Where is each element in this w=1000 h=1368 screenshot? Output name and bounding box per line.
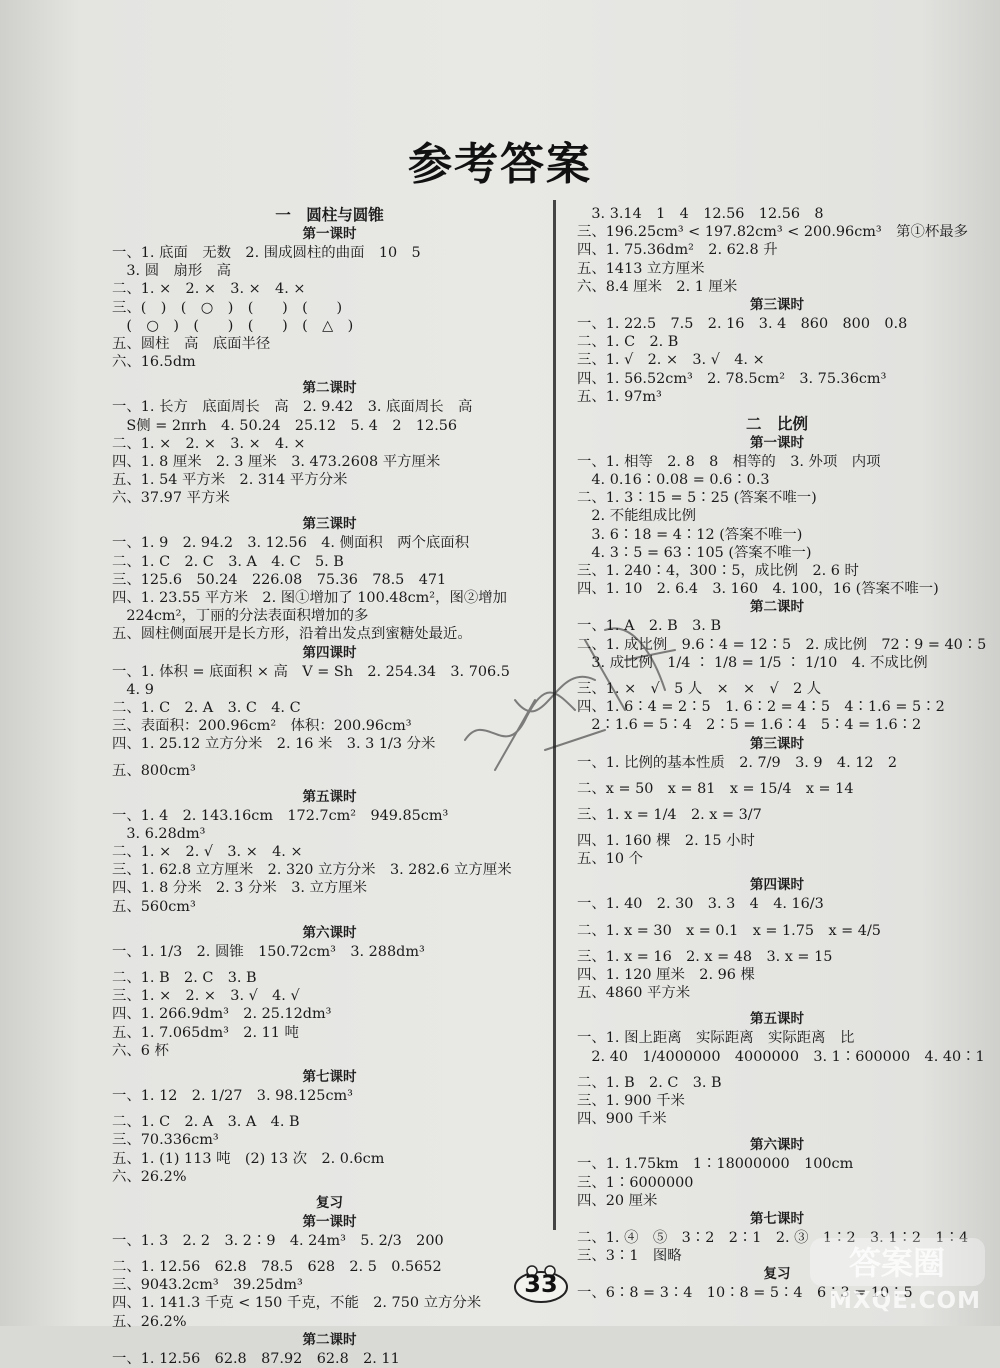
spacer bbox=[112, 1105, 547, 1113]
answer-line: 3. 成比例 1/4 ∶ 1/8 = 1/5 ∶ 1/10 4. 不成比例 bbox=[577, 654, 928, 671]
answer-line: 五、800cm³ bbox=[112, 762, 196, 779]
answer-line: 四、900 千米 bbox=[577, 1111, 667, 1128]
spacer bbox=[577, 940, 977, 948]
answer-line: 二、1. ④ ⑤ 3∶2 2∶1 2. ③ 1∶2 3. 1∶2 1∶4 bbox=[577, 1229, 969, 1246]
spacer bbox=[577, 824, 977, 832]
lesson-heading: 第五课时 bbox=[750, 1011, 804, 1028]
answer-line: 六、37.97 平方米 bbox=[112, 490, 230, 507]
answer-line: 一、1. 3 2. 2 3. 2∶9 4. 24m³ 5. 2/3 200 bbox=[112, 1232, 444, 1249]
answer-line: 一、1. 1.75km 1∶18000000 100cm bbox=[577, 1156, 854, 1173]
page-number: 33 bbox=[524, 1270, 558, 1298]
answer-line: 一、1. 22.5 7.5 2. 16 3. 4 860 800 0.8 bbox=[577, 315, 908, 332]
answer-line: 一、1. 4 2. 143.16cm 172.7cm² 949.85cm³ bbox=[112, 807, 449, 824]
answer-line: 二、1. C 2. A 3. C 4. C bbox=[112, 699, 301, 716]
answer-line: 3. 圆 扇形 高 bbox=[112, 263, 232, 280]
spacer bbox=[577, 868, 977, 876]
answer-line: 一、1. 图上距离 实际距离 实际距离 比 bbox=[577, 1030, 855, 1047]
answer-line: 五、1. (1) 113 吨 (2) 13 次 2. 0.6cm bbox=[112, 1150, 385, 1167]
unit-title: 二 比例 bbox=[745, 414, 808, 433]
lesson-heading: 第七课时 bbox=[302, 1068, 357, 1085]
answer-line: 三、1. x = 1/4 2. x = 3/7 bbox=[577, 806, 762, 823]
answer-line: 三、3∶1 图略 bbox=[577, 1248, 682, 1265]
answer-line: 一、1. 12 2. 1/27 3. 98.125cm³ bbox=[112, 1087, 353, 1104]
answer-line: 一、1. 底面 无数 2. 围成圆柱的曲面 10 5 bbox=[112, 245, 421, 261]
spacer bbox=[112, 1250, 547, 1258]
handwriting-scribble bbox=[455, 600, 685, 790]
spacer bbox=[112, 507, 547, 515]
lesson-heading: 第四课时 bbox=[750, 877, 804, 894]
watermark-url: MXQE.COM bbox=[829, 1288, 981, 1314]
answer-line: 一、1. 40 2. 30 3. 3 4 4. 16/3 bbox=[577, 896, 824, 913]
answer-line: 五、圆柱 高 底面半径 bbox=[112, 335, 271, 352]
answer-line: 三、70.336cm³ bbox=[112, 1132, 219, 1149]
answer-line: 五、1. 7.065dm³ 2. 11 吨 bbox=[112, 1024, 299, 1041]
lesson-heading: 第五课时 bbox=[302, 788, 357, 805]
lesson-heading: 第二课时 bbox=[302, 380, 357, 397]
answer-line: 三、表面积：200.96cm² 体积：200.96cm³ bbox=[112, 718, 412, 735]
spacer bbox=[112, 1060, 547, 1068]
spacer bbox=[577, 1002, 977, 1010]
answer-line: 四、1. 10 2. 6.4 3. 160 4. 100，16 (答案不唯一) bbox=[577, 581, 939, 598]
spacer bbox=[577, 914, 977, 922]
answer-line: 一、1. 体积 = 底面积 × 高 V = Sh 2. 254.34 3. 706.5 bbox=[112, 663, 510, 680]
lesson-heading: 第三课时 bbox=[302, 516, 357, 533]
answer-line: 三、125.6 50.24 226.08 75.36 78.5 471 bbox=[112, 571, 447, 588]
answer-line: 四、20 厘米 bbox=[577, 1192, 658, 1209]
lesson-heading: 第六课时 bbox=[302, 924, 357, 941]
answer-line: 4. 0.16∶0.08 = 0.6∶0.3 bbox=[577, 472, 770, 489]
answer-line: 三、1. √ 2. × 3. √ 4. × bbox=[577, 352, 765, 369]
lesson-heading: 复习 bbox=[763, 1266, 791, 1283]
answer-line: 五、560cm³ bbox=[112, 898, 196, 915]
answer-line: 一、1. 相等 2. 8 8 相等的 3. 外项 内项 bbox=[577, 453, 881, 470]
answer-line: 二、1. × 2. × 3. × 4. × bbox=[112, 435, 306, 452]
answer-line: 四、1. 75.36dm² 2. 62.8 升 bbox=[577, 242, 778, 259]
spacer bbox=[577, 1066, 977, 1074]
answer-line: 三、196.25cm³ < 197.82cm³ < 200.96cm³ 第①杯最多 bbox=[577, 224, 969, 241]
answer-line: 五、26.2% bbox=[112, 1313, 187, 1330]
lesson-heading: 第一课时 bbox=[750, 434, 804, 451]
answer-line: 一、1. 9 2. 94.2 3. 12.56 4. 侧面积 两个底面积 bbox=[112, 535, 470, 552]
answer-line: 二、x = 50 x = 81 x = 15/4 x = 14 bbox=[577, 780, 854, 797]
answer-line: 二、1. x = 30 x = 0.1 x = 1.75 x = 4/5 bbox=[577, 922, 881, 939]
answer-line: 四、1. 141.3 千克 < 150 千克，不能 2. 750 立方分米 bbox=[112, 1295, 482, 1312]
answer-line: 三、1. 240∶4，300∶5，成比例 2. 6 时 bbox=[577, 563, 859, 579]
answer-line: 五、圆柱侧面展开是长方形，沿着出发点到蜜糖处最近。 bbox=[112, 626, 472, 643]
answer-line: 五、1. 54 平方米 2. 314 平方分米 bbox=[112, 472, 348, 489]
answer-line: S侧 = 2πrh 4. 50.24 25.12 5. 4 2 12.56 bbox=[112, 417, 458, 434]
lesson-heading: 第七课时 bbox=[750, 1210, 804, 1227]
spacer bbox=[577, 1128, 977, 1136]
answer-line: 二、1. 成比例 9.6∶4 = 12∶5 2. 成比例 72∶9 = 40∶5 bbox=[577, 636, 987, 653]
spacer bbox=[112, 371, 547, 379]
lesson-heading: 第二课时 bbox=[750, 599, 804, 616]
spacer bbox=[112, 916, 547, 924]
answer-line: 二、1. B 2. C 3. B bbox=[577, 1074, 722, 1091]
answer-line: 4. 9 bbox=[112, 681, 154, 698]
answer-line: 一、6∶8 = 3∶4 10∶8 = 5∶4 6∶3 = 10∶5 bbox=[577, 1285, 913, 1302]
answer-line: 六、26.2% bbox=[112, 1168, 187, 1185]
lesson-heading: 第一课时 bbox=[302, 1213, 357, 1230]
answer-line: 3. 6∶18 = 4∶12 (答案不唯一) bbox=[577, 526, 803, 543]
answer-line: 二、1. × 2. × 3. × 4. × bbox=[112, 281, 306, 298]
page-title: 参考答案 bbox=[408, 139, 592, 190]
answer-line: 六、8.4 厘米 2. 1 厘米 bbox=[577, 278, 738, 295]
lesson-heading: 复习 bbox=[316, 1194, 343, 1211]
answer-line: 四、1. 6∶4 = 2∶5 1. 6∶2 = 4∶5 4∶1.6 = 5∶2 bbox=[577, 699, 945, 716]
answer-line: 224cm²，丁丽的分法表面积增加的多 bbox=[112, 608, 369, 625]
answer-line: 三、1. x = 16 2. x = 48 3. x = 15 bbox=[577, 948, 833, 965]
svg-text:答案圈: 答案圈 bbox=[848, 1244, 946, 1282]
answer-line: 四、1. 8 分米 2. 3 分米 3. 立方厘米 bbox=[112, 880, 368, 897]
answer-line: 四、1. 25.12 立方分米 2. 16 米 3. 3 1/3 分米 bbox=[112, 736, 436, 753]
answer-line: 四、1. 8 厘米 2. 3 厘米 3. 473.2608 平方厘米 bbox=[112, 453, 441, 470]
answer-line: 六、16.5dm bbox=[112, 354, 196, 371]
answer-line: 2. 40 1/4000000 4000000 3. 1∶600000 4. 40∶1 bbox=[577, 1048, 985, 1065]
lesson-heading: 第四课时 bbox=[302, 644, 357, 661]
lesson-heading: 第三课时 bbox=[750, 296, 804, 313]
answer-line: 六、6 杯 bbox=[112, 1042, 169, 1059]
answer-line: 三、1. 62.8 立方厘米 2. 320 立方分米 3. 282.6 立方厘米 bbox=[112, 862, 512, 879]
lesson-heading: 第一课时 bbox=[302, 226, 357, 242]
answer-line: 4. 3∶5 = 63∶105 (答案不唯一) bbox=[577, 544, 812, 561]
answer-line: 五、1413 立方厘米 bbox=[577, 260, 705, 277]
lesson-heading: 第三课时 bbox=[750, 735, 804, 752]
unit-title: 一 圆柱与圆锥 bbox=[275, 206, 384, 224]
answer-line: 二、1. C 2. A 3. A 4. B bbox=[112, 1114, 300, 1131]
answer-line: 三、1∶6000000 bbox=[577, 1174, 694, 1191]
answer-line: 三、1. × √ 5 人 × × √ 2 人 bbox=[577, 680, 822, 697]
spacer bbox=[577, 406, 977, 414]
answer-line: 五、4860 平方米 bbox=[577, 985, 691, 1002]
answer-line: 一、1. 12.56 62.8 87.92 62.8 2. 11 bbox=[112, 1350, 400, 1367]
answer-line: 2∶1.6 = 5∶4 2∶5 = 1.6∶4 5∶4 = 1.6∶2 bbox=[577, 717, 922, 734]
answer-line: 3. 6.28dm³ bbox=[112, 825, 206, 842]
answer-line: 一、1. 1/3 2. 圆锥 150.72cm³ 3. 288dm³ bbox=[112, 943, 425, 960]
spacer bbox=[577, 798, 977, 806]
answer-line: 三、1. 900 千米 bbox=[577, 1092, 685, 1109]
answer-line: 2. 不能组成比例 bbox=[577, 508, 697, 525]
answer-line: ( ○ ) ( ) ( ) ( △ ) bbox=[112, 317, 354, 334]
answer-line: 一、1. 比例的基本性质 2. 7/9 3. 9 4. 12 2 bbox=[577, 754, 898, 771]
spacer bbox=[112, 961, 547, 969]
answer-line: 二、1. B 2. C 3. B bbox=[112, 970, 257, 986]
answer-line: 五、10 个 bbox=[577, 851, 644, 868]
answer-line: 一、1. 长方 底面周长 高 2. 9.42 3. 底面周长 高 bbox=[112, 399, 473, 416]
answer-line: 二、1. C 2. B bbox=[577, 334, 679, 351]
answer-line: 五、1. 97m³ bbox=[577, 388, 662, 405]
answer-line: 三、9043.2cm³ 39.25dm³ bbox=[112, 1277, 303, 1294]
answer-line: 三、( ) ( ○ ) ( ) ( ) bbox=[112, 299, 343, 316]
answer-line: 二、1. C 2. C 3. A 4. C 5. B bbox=[112, 553, 344, 570]
answer-line: 二、1. × 2. √ 3. × 4. × bbox=[112, 844, 303, 861]
answer-line: 四、1. 266.9dm³ 2. 25.12dm³ bbox=[112, 1006, 332, 1023]
answer-line: 二、1. 12.56 62.8 78.5 628 2. 5 0.5652 bbox=[112, 1259, 442, 1276]
answer-line: 四、1. 56.52cm³ 2. 78.5cm² 3. 75.36cm³ bbox=[577, 370, 887, 387]
answer-line: 二、1. 3∶15 = 5∶25 (答案不唯一) bbox=[577, 490, 817, 507]
answer-line: 四、1. 120 厘米 2. 96 棵 bbox=[577, 967, 755, 983]
answer-line: 四、1. 23.55 平方米 2. 图①增加了 100.48cm²，图②增加 bbox=[112, 590, 508, 606]
answer-line: 三、1. × 2. × 3. √ 4. √ bbox=[112, 988, 300, 1005]
lesson-heading: 第六课时 bbox=[750, 1137, 804, 1154]
answer-line: 3. 3.14 1 4 12.56 12.56 8 bbox=[577, 206, 824, 222]
spacer bbox=[112, 1186, 547, 1194]
answer-line: 四、1. 160 棵 2. 15 小时 bbox=[577, 833, 755, 850]
answer-line: 一、1. A 2. B 3. B bbox=[577, 618, 722, 635]
lesson-heading: 第二课时 bbox=[302, 1331, 357, 1348]
